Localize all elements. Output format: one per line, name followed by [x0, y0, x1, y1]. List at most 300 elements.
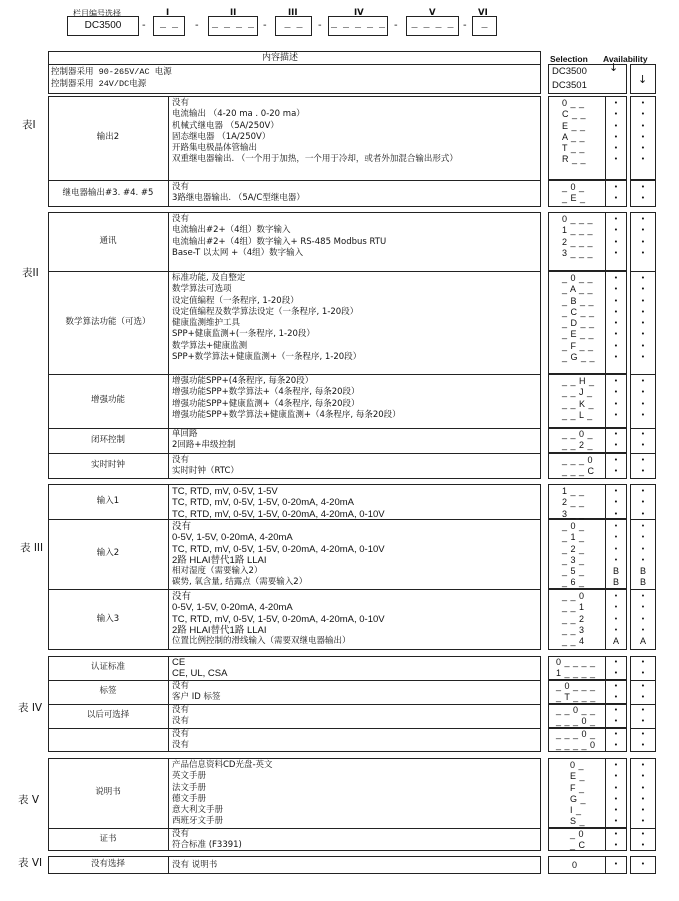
- category-none: 没有选择: [90, 859, 125, 870]
- option: 没有: [172, 716, 190, 727]
- availability-dot: •: [614, 615, 618, 623]
- availability-dot: •: [640, 330, 646, 339]
- option: 单回路: [172, 429, 198, 439]
- option: 双重继电器输出. （一个用于加热，一个用于冷却，或者外加混合输出形式）: [172, 154, 458, 165]
- option: 数学算法+健康监测: [172, 340, 248, 351]
- availability-dot: •: [614, 545, 618, 553]
- column-6-blank: _: [481, 20, 488, 32]
- option: 德文手册: [172, 793, 207, 804]
- availability-dot: •: [640, 226, 646, 235]
- options-input1: [172, 486, 385, 520]
- avail2-label: [632, 681, 654, 704]
- availability-title: Availability: [603, 54, 648, 64]
- option: TC, RTD, mV, 0-5V, 1-5V, 0-20mA, 4-20mA, 0-10V: [172, 543, 385, 555]
- option: TC, RTD, mV, 0-5V, 1-5V, 0-20mA, 4-20mA: [172, 497, 354, 509]
- availability-dot: •: [640, 144, 646, 153]
- category-certificate: 证书: [99, 833, 117, 844]
- code: _ F _ _: [562, 340, 594, 351]
- table-label-6: 表 VI: [18, 857, 43, 869]
- code: _ A _ _: [562, 284, 594, 295]
- code: E _: [570, 771, 586, 782]
- availability-dot: •: [640, 794, 646, 803]
- option: 没有: [172, 829, 190, 839]
- availability-dot: •: [613, 706, 619, 714]
- code: 3 _ _ _: [562, 247, 594, 258]
- code: _ _ _ 0 _: [556, 729, 596, 739]
- column-5-box: [406, 16, 459, 36]
- availability-dot: •: [640, 467, 646, 476]
- availability-dot: •: [613, 319, 619, 328]
- avail1-manual: [605, 760, 627, 828]
- availability-dot: •: [641, 523, 645, 530]
- availability-dot: •: [613, 741, 619, 750]
- option: 没有: [172, 521, 192, 532]
- option: 没有: [172, 729, 190, 739]
- code: _ _ 0: [562, 591, 585, 601]
- option: TC, RTD, mV, 0-5V, 1-5V, 0-20mA, 4-20mA, 0-10V: [172, 508, 385, 520]
- availability-dot: •: [614, 604, 618, 612]
- code: _ 1 _: [562, 532, 585, 543]
- column-1-box: [153, 16, 185, 36]
- category-input2: 输入2: [96, 548, 120, 559]
- code: _ G _ _: [562, 352, 596, 363]
- avail2-input3: [632, 591, 654, 647]
- category-future: 以后可选择: [86, 710, 130, 721]
- availability-dot: •: [613, 658, 619, 666]
- code: _ _ J _: [562, 387, 593, 398]
- options-output2: [172, 98, 458, 166]
- availability-dot: •: [613, 794, 619, 803]
- availability-dot: •: [613, 399, 619, 408]
- code: 0 _: [570, 760, 585, 770]
- availability-dot: •: [640, 194, 646, 203]
- model-dc3501: DC3501: [552, 80, 587, 91]
- option: 2路 HLAI替代1路 LLAI: [172, 624, 267, 636]
- avail1-enhanced: [605, 376, 627, 421]
- table-label-3: 表 III: [20, 542, 44, 554]
- availability-dot: •: [640, 237, 646, 246]
- avail2-relay-output: [632, 182, 654, 205]
- code: _ _ _ 0 _: [556, 716, 596, 727]
- code: F _: [570, 782, 585, 793]
- options-future-2: [172, 729, 189, 752]
- power-line-ac: 控制器采用 90-265V/AC 电源: [51, 67, 172, 77]
- avail2-output2: [632, 98, 654, 166]
- separator-3: -: [263, 20, 267, 31]
- column-2-box: [208, 16, 258, 36]
- availability-dot: •: [613, 330, 619, 339]
- code: _ _ K _: [562, 398, 595, 409]
- category-label: 标签: [99, 686, 117, 697]
- availability-dot: •: [640, 658, 646, 666]
- avail1-math-functions: [605, 273, 627, 363]
- options-certification: [172, 657, 227, 680]
- option: SPP+数学算法+健康监测+（一条程序, 1-20段）: [172, 352, 362, 363]
- option: 电流输出#2+（4组）数字输入: [172, 225, 291, 236]
- table-label-5: 表 V: [18, 794, 40, 806]
- option: 增强功能SPP+健康监测+（4条程序, 每条20段）: [172, 398, 360, 409]
- availability-dot: •: [613, 155, 619, 164]
- code: _ _ _ _ 0: [556, 740, 596, 751]
- availability-dot: •: [640, 274, 646, 282]
- option: 开路集电极晶体管输出: [172, 143, 258, 154]
- availability-dot: •: [613, 860, 619, 868]
- avail2-math-functions: [632, 273, 654, 363]
- availability-dot: •: [640, 772, 646, 781]
- option: 法文手册: [172, 782, 207, 793]
- availability-dot: •: [614, 626, 618, 634]
- avail1-future: [605, 705, 627, 728]
- availability-dot: •: [641, 556, 645, 564]
- options-math-functions: [172, 273, 361, 363]
- availability-dot: •: [641, 615, 645, 623]
- availability-dot: •: [613, 456, 619, 464]
- category-input3: 输入3: [96, 613, 120, 624]
- code: A _ _: [562, 131, 586, 142]
- code: _ _ 1: [562, 602, 585, 613]
- availability-dot: •: [640, 215, 646, 223]
- option: 没有: [172, 681, 190, 691]
- code: 0 _ _ _ _: [556, 657, 596, 667]
- availability-dot: •: [640, 841, 646, 850]
- code: _ E _: [562, 193, 586, 204]
- avail1-none: [605, 859, 627, 870]
- option: CE, UL, CSA: [172, 668, 228, 680]
- code: _ 5 _: [562, 566, 585, 577]
- avail1-communication: [605, 214, 627, 259]
- availability-dot: •: [641, 534, 645, 542]
- option: 电流输出 （4-20 ma . 0-20 ma）: [172, 109, 305, 120]
- availability-note: B: [612, 577, 619, 588]
- availability-dot: •: [613, 467, 619, 476]
- avail1-certification: [605, 657, 627, 680]
- code: E _ _: [562, 120, 586, 131]
- category-input1: 输入1: [96, 495, 120, 506]
- avail2-certificate: [632, 829, 654, 852]
- option: 2路 HLAI替代1路 LLAI: [172, 554, 267, 566]
- code: T _ _: [562, 143, 585, 154]
- avail2-communication: [632, 214, 654, 259]
- availability-dot: •: [613, 509, 619, 518]
- availability-dot: •: [613, 377, 619, 385]
- availability-dot: •: [640, 441, 646, 450]
- category-certification: 认证标准: [90, 662, 125, 673]
- options-manual: [172, 760, 273, 828]
- option: TC, RTD, mV, 0-5V, 1-5V, 0-20mA, 4-20mA, 0-10V: [172, 613, 385, 625]
- option: 实时时钟（RTC）: [172, 466, 239, 477]
- code: _ C: [570, 840, 586, 851]
- avail1-rtc: [605, 455, 627, 478]
- availability-dot: •: [640, 132, 646, 141]
- separator-1: -: [142, 20, 146, 31]
- availability-dot: •: [613, 237, 619, 246]
- option: 0-5V, 1-5V, 0-20mA, 4-20mA: [172, 602, 293, 614]
- column-1-blank: _ _: [159, 20, 178, 32]
- options-enhanced: [172, 376, 401, 421]
- category-enhanced: 增强功能: [90, 395, 125, 406]
- options-input2: [172, 521, 385, 589]
- table-label-4: 表 IV: [18, 702, 43, 714]
- option: 设定值编程（一条程序, 1-20段）: [172, 295, 299, 306]
- code: 1 _ _ _: [562, 225, 594, 236]
- code: 2 _ _: [562, 497, 585, 508]
- code: 0: [572, 860, 578, 870]
- availability-dot: •: [640, 110, 646, 119]
- base-model-box: [67, 16, 139, 36]
- code: 1 _ _: [562, 486, 585, 496]
- category-communication: 通讯: [99, 235, 117, 246]
- availability-dot: •: [613, 353, 619, 362]
- option: 没有: [172, 182, 190, 192]
- model-dc3500: DC3500: [552, 66, 587, 77]
- arrow-down-icon: ↓: [609, 61, 619, 74]
- avail2-future-2: [632, 729, 654, 752]
- availability-dot: •: [613, 682, 619, 690]
- code: I _: [570, 805, 582, 816]
- code: C _ _: [562, 109, 587, 120]
- option: Base-T 以太网 +（4组）数字输入: [172, 247, 304, 258]
- code: 1 _ _ _ _: [556, 668, 596, 679]
- column-3-box: [275, 16, 312, 36]
- option: 增强功能SPP+数学算法+健康监测+（4条程序, 每条20段）: [172, 409, 401, 420]
- arrow-down-icon: ↓: [638, 73, 648, 86]
- code: _ T _ _ _: [556, 692, 596, 703]
- availability-dot: •: [640, 682, 646, 690]
- option: SPP+健康监测+(一条程序, 1-20段）: [172, 329, 315, 340]
- availability-dot: •: [641, 604, 645, 612]
- category-rtc: 实时时钟: [90, 460, 125, 471]
- availability-dot: •: [613, 410, 619, 419]
- code: _ 0 _ _ _: [556, 681, 596, 691]
- column-numeral-4: IV: [354, 8, 364, 18]
- availability-dot: •: [613, 830, 619, 838]
- code: S _: [570, 816, 586, 827]
- code: _ _ 0 _ _: [556, 705, 596, 715]
- avail1-output2: [605, 98, 627, 166]
- option: 0-5V, 1-5V, 0-20mA, 4-20mA: [172, 532, 293, 544]
- column-5-blank: _ _ _ _: [411, 20, 454, 32]
- option: 标准功能, 及自整定: [172, 273, 246, 283]
- availability-note: A: [639, 636, 646, 647]
- column-numeral-3: III: [288, 8, 298, 18]
- code: _ B _ _: [562, 295, 595, 306]
- option: 碳势, 氧含量, 结露点（需要输入2）: [172, 577, 308, 588]
- avail2-certification: [632, 657, 654, 680]
- availability-dot: •: [640, 99, 646, 107]
- availability-dot: •: [640, 830, 646, 838]
- options-communication: [172, 214, 386, 259]
- code: _ _ 0 _: [562, 429, 594, 439]
- options-future: [172, 705, 189, 728]
- availability-dot: •: [641, 626, 645, 634]
- option: 设定值编程及数学算法设定（一条程序, 1-20段）: [172, 306, 359, 317]
- availability-dot: •: [640, 155, 646, 164]
- availability-dot: •: [614, 534, 618, 542]
- option: 意大利文手册: [172, 805, 224, 816]
- availability-dot: •: [640, 761, 646, 769]
- option: 固态继电器 （1A/250V）: [172, 131, 271, 142]
- availability-dot: •: [613, 226, 619, 235]
- availability-dot: •: [613, 274, 619, 282]
- availability-dot: •: [640, 341, 646, 350]
- option: 没有: [172, 214, 190, 224]
- availability-dot: •: [613, 430, 619, 438]
- availability-dot: •: [640, 487, 646, 495]
- option: TC, RTD, mV, 0-5V, 1-5V: [172, 486, 278, 497]
- column-numeral-5: V: [429, 8, 436, 18]
- code: _ _ _ 0: [562, 455, 594, 465]
- availability-dot: •: [613, 341, 619, 350]
- availability-note: A: [612, 636, 619, 647]
- power-line-dc: 控制器采用 24V/DC电源: [51, 79, 147, 89]
- category-relay-output: 继电器输出#3. #4. #5: [62, 187, 154, 198]
- option: 英文手册: [172, 771, 207, 782]
- avail2-input2: [632, 521, 654, 589]
- availability-dot: •: [640, 410, 646, 419]
- code: R _ _: [562, 154, 587, 165]
- availability-dot: •: [640, 430, 646, 438]
- code: _ 3 _: [562, 554, 585, 565]
- separator-2: -: [195, 20, 199, 31]
- availability-dot: •: [613, 296, 619, 305]
- availability-dot: •: [613, 388, 619, 397]
- availability-dot: •: [613, 183, 619, 191]
- column-label: 栏目编号选择: [73, 9, 121, 18]
- options-none: [172, 860, 217, 871]
- category-manual: 说明书: [95, 787, 121, 798]
- option: 增强功能SPP+数学算法+（4条程序, 每条20段）: [172, 387, 360, 398]
- availability-dot: •: [640, 285, 646, 294]
- code: _ _ _ C: [562, 466, 595, 477]
- separator-5: -: [394, 20, 398, 31]
- availability-note: B: [612, 566, 619, 577]
- column-4-box: [328, 16, 388, 36]
- availability-dot: •: [640, 353, 646, 362]
- availability-dot: •: [613, 761, 619, 769]
- column-numeral-2: II: [230, 8, 237, 18]
- table-label-2: 表II: [22, 267, 39, 279]
- avail2-rtc: [632, 455, 654, 478]
- option: 数学算法可选项: [172, 284, 232, 295]
- avail1-loop-control: [605, 429, 627, 452]
- availability-dot: •: [613, 215, 619, 223]
- code: 2 _ _ _: [562, 236, 594, 247]
- avail2-input1: [632, 486, 654, 520]
- options-certificate: [172, 829, 242, 852]
- avail1-relay-output: [605, 182, 627, 205]
- avail2-enhanced: [632, 376, 654, 421]
- option: 机械式继电器 （5A/250V）: [172, 120, 279, 131]
- availability-dot: •: [640, 817, 646, 826]
- availability-dot: •: [613, 693, 619, 702]
- availability-dot: •: [640, 498, 646, 507]
- availability-note: B: [639, 577, 646, 588]
- option: 符合标准 (F3391): [172, 840, 242, 851]
- category-loop-control: 闭环控制: [90, 434, 125, 445]
- code: _ _ 4: [562, 636, 585, 647]
- availability-dot: •: [613, 730, 619, 738]
- category-output2: 输出2: [96, 132, 120, 143]
- code: _ 2 _: [562, 543, 585, 554]
- availability-dot: •: [614, 556, 618, 564]
- avail1-certificate: [605, 829, 627, 852]
- code: 3 _ _: [562, 508, 585, 519]
- separator-6: -: [463, 20, 467, 31]
- column-4-blank: _ _ _ _ _: [330, 20, 385, 32]
- code: _ 0 _: [562, 182, 585, 192]
- availability-dot: •: [613, 487, 619, 495]
- selection-title: Selection: [550, 54, 588, 64]
- separator-4: -: [318, 20, 322, 31]
- availability-dot: •: [640, 183, 646, 191]
- availability-dot: •: [613, 498, 619, 507]
- availability-dot: •: [613, 772, 619, 781]
- option: 3路继电器输出. （5A/C型继电器）: [172, 193, 305, 204]
- description-title: 内容描述: [262, 53, 299, 63]
- availability-dot: •: [613, 806, 619, 815]
- availability-dot: •: [613, 817, 619, 826]
- avail2-loop-control: [632, 429, 654, 452]
- table-label-1: 表I: [22, 119, 36, 131]
- avail2-future: [632, 705, 654, 728]
- availability-dot: •: [640, 730, 646, 738]
- options-rtc: [172, 455, 239, 478]
- options-label: [172, 681, 220, 704]
- availability-dot: •: [613, 194, 619, 203]
- option: 西班牙文手册: [172, 816, 224, 827]
- code: _ _ 2 _: [562, 440, 594, 451]
- availability-dot: •: [613, 669, 619, 678]
- option: 2回路+串级控制: [172, 440, 236, 451]
- option: 没有: [172, 705, 190, 715]
- option: 电流输出#2+（4组）数字输入+ RS-485 Modbus RTU: [172, 236, 387, 247]
- availability-dot: •: [641, 593, 645, 600]
- availability-dot: •: [640, 296, 646, 305]
- availability-dot: •: [641, 545, 645, 553]
- code: _ 0 _: [562, 521, 585, 531]
- code: _ E _ _: [562, 329, 595, 340]
- option: 没有: [172, 455, 190, 465]
- availability-dot: •: [640, 377, 646, 385]
- option: 客户 ID 标签: [172, 692, 221, 703]
- avail1-input2: [605, 521, 627, 589]
- availability-dot: •: [613, 144, 619, 153]
- column-3-blank: _ _: [284, 20, 303, 32]
- options-loop-control: [172, 429, 236, 452]
- availability-dot: •: [640, 248, 646, 257]
- avail2-manual: [632, 760, 654, 828]
- code: _ _ H _: [562, 376, 595, 386]
- code: _ 6 _: [562, 577, 585, 588]
- availability-dot: •: [613, 132, 619, 141]
- availability-dot: •: [613, 110, 619, 119]
- availability-dot: •: [613, 121, 619, 130]
- code: 0 _ _ _: [562, 214, 594, 224]
- availability-dot: •: [640, 669, 646, 678]
- availability-dot: •: [613, 285, 619, 294]
- availability-dot: •: [640, 783, 646, 792]
- avail1-future-2: [605, 729, 627, 752]
- availability-dot: •: [640, 860, 646, 868]
- option: 相对湿度（需要输入2）: [172, 566, 263, 577]
- code: _ _ L _: [562, 409, 593, 420]
- avail1-input1: [605, 486, 627, 520]
- option: 没有: [172, 740, 190, 751]
- option: 没有: [172, 591, 192, 602]
- availability-dot: •: [640, 509, 646, 518]
- code: _ _ 3: [562, 624, 585, 635]
- code: _ 0 _ _: [562, 273, 594, 283]
